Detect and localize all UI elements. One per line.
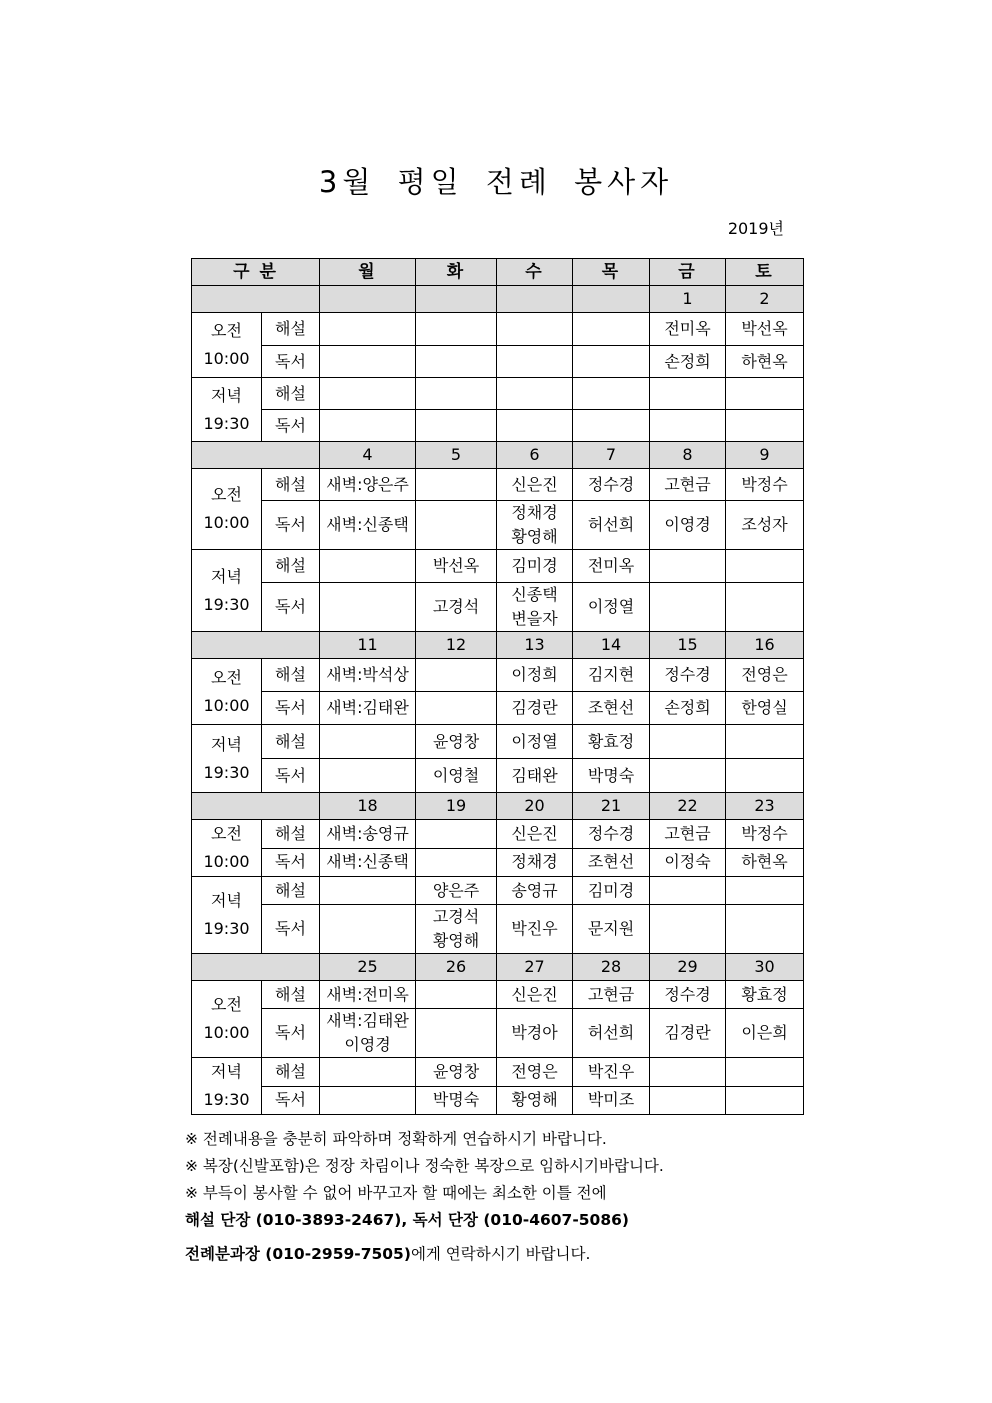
volunteer-thu: 이정열 bbox=[573, 583, 650, 632]
volunteer-thu: 조현선 bbox=[573, 692, 650, 725]
session-time: 10:00 bbox=[203, 852, 250, 871]
year-label: 2019년 bbox=[727, 219, 784, 238]
volunteer-name: 고경석 bbox=[432, 907, 480, 926]
volunteer-mon bbox=[320, 725, 416, 759]
volunteer-thu: 황효정 bbox=[573, 725, 650, 759]
volunteer-wed: 황영해 bbox=[497, 1086, 573, 1115]
role-label-dokseo: 독서 bbox=[262, 1009, 320, 1058]
volunteer-sat: 박정수 bbox=[726, 820, 804, 849]
date-wed: 13 bbox=[497, 632, 573, 659]
date-row-label bbox=[192, 286, 320, 313]
date-row-label bbox=[192, 632, 320, 659]
volunteer-wed: 신은진 bbox=[497, 469, 573, 501]
volunteer-mon bbox=[320, 905, 416, 954]
session-name: 오전 bbox=[211, 824, 242, 843]
morning-haeseol-row bbox=[192, 659, 804, 692]
session-name: 저녁 bbox=[211, 385, 242, 405]
evening-haeseol-row bbox=[192, 378, 804, 410]
date-row-label bbox=[192, 793, 320, 820]
volunteer-thu: 전미옥 bbox=[573, 550, 650, 583]
evening-dokseo-row bbox=[192, 1086, 804, 1115]
volunteer-tue: 양은주 bbox=[416, 877, 497, 905]
volunteer-fri bbox=[650, 1086, 726, 1115]
note-swap: ※ 부득이 봉사할 수 없어 바꾸고자 할 때에는 최소한 이틀 전에 bbox=[185, 1184, 607, 1202]
volunteer-thu bbox=[573, 346, 650, 378]
volunteer-thu: 고현금 bbox=[573, 981, 650, 1009]
morning-session-label bbox=[192, 469, 262, 550]
role-label-haeseol: 해설 bbox=[262, 725, 320, 759]
evening-session-label bbox=[192, 378, 262, 442]
session-time: 19:30 bbox=[203, 594, 250, 614]
date-thu: 14 bbox=[573, 632, 650, 659]
date-tue: 26 bbox=[416, 954, 497, 981]
volunteer-fri: 손정희 bbox=[650, 692, 726, 725]
date-tue: 5 bbox=[416, 442, 497, 469]
evening-dokseo-row bbox=[192, 410, 804, 442]
note-dress-code: ※ 복장(신발포함)은 정장 차림이나 정숙한 복장으로 임하시기바랍니다. bbox=[185, 1157, 664, 1175]
volunteer-mon bbox=[320, 378, 416, 410]
morning-session-label bbox=[192, 981, 262, 1058]
morning-dokseo-row bbox=[192, 346, 804, 378]
morning-dokseo-row bbox=[192, 692, 804, 725]
note-contact-chair bbox=[185, 1241, 825, 1268]
volunteer-fri: 이영경 bbox=[650, 501, 726, 550]
date-wed: 27 bbox=[497, 954, 573, 981]
session-time: 19:30 bbox=[203, 1090, 250, 1109]
volunteer-fri: 이정숙 bbox=[650, 848, 726, 877]
morning-dokseo-row bbox=[192, 501, 804, 550]
volunteer-fri: 고현금 bbox=[650, 820, 726, 849]
session-time: 19:30 bbox=[203, 762, 250, 782]
volunteer-wed bbox=[497, 410, 573, 442]
volunteer-mon bbox=[320, 346, 416, 378]
date-thu: 21 bbox=[573, 793, 650, 820]
session-name: 오전 bbox=[211, 485, 242, 504]
volunteer-name: 새벽:김태완 bbox=[326, 1011, 409, 1030]
volunteer-tue bbox=[416, 346, 497, 378]
volunteer-wed bbox=[497, 313, 573, 346]
volunteer-fri bbox=[650, 877, 726, 905]
volunteer-tue: 윤영창 bbox=[416, 1058, 497, 1087]
header-tue: 화 bbox=[416, 259, 497, 286]
session-name: 저녁 bbox=[211, 1062, 242, 1081]
role-label-haeseol: 해설 bbox=[262, 550, 320, 583]
volunteer-name: 신종택 bbox=[511, 585, 558, 604]
volunteer-thu: 정수경 bbox=[573, 820, 650, 849]
note-practice: ※ 전례내용을 충분히 파악하며 정확하게 연습하시기 바랍니다. bbox=[185, 1130, 607, 1148]
volunteer-sat: 하현옥 bbox=[726, 848, 804, 877]
role-label-haeseol: 해설 bbox=[262, 820, 320, 849]
volunteer-mon: 새벽:양은주 bbox=[320, 469, 416, 501]
date-row bbox=[192, 286, 804, 313]
session-name: 저녁 bbox=[211, 566, 242, 586]
session-time: 10:00 bbox=[203, 513, 250, 532]
header-row bbox=[192, 259, 804, 286]
volunteer-mon bbox=[320, 583, 416, 632]
morning-session-label bbox=[192, 820, 262, 877]
volunteer-tue bbox=[416, 1009, 497, 1058]
volunteer-tue bbox=[416, 659, 497, 692]
volunteer-wed: 송영규 bbox=[497, 877, 573, 905]
volunteer-sat bbox=[726, 1086, 804, 1115]
volunteer-wed: 김태완 bbox=[497, 759, 573, 793]
volunteer-fri bbox=[650, 1058, 726, 1087]
session-time: 19:30 bbox=[203, 919, 250, 938]
volunteer-fri bbox=[650, 725, 726, 759]
role-label-dokseo: 독서 bbox=[262, 692, 320, 725]
date-fri: 1 bbox=[650, 286, 726, 313]
volunteer-sat bbox=[726, 583, 804, 632]
date-mon: 18 bbox=[320, 793, 416, 820]
volunteer-mon: 새벽:송영규 bbox=[320, 820, 416, 849]
volunteer-mon: 새벽:전미옥 bbox=[320, 981, 416, 1009]
notes bbox=[185, 1126, 825, 1268]
volunteer-tue bbox=[416, 692, 497, 725]
volunteer-sat: 조성자 bbox=[726, 501, 804, 550]
role-label-haeseol: 해설 bbox=[262, 469, 320, 501]
volunteer-wed: 정채경 bbox=[497, 848, 573, 877]
volunteer-sat: 박선옥 bbox=[726, 313, 804, 346]
date-thu: 28 bbox=[573, 954, 650, 981]
evening-haeseol-row bbox=[192, 877, 804, 905]
volunteer-thu: 조현선 bbox=[573, 848, 650, 877]
volunteer-sat: 전영은 bbox=[726, 659, 804, 692]
volunteer-fri: 전미옥 bbox=[650, 313, 726, 346]
date-mon: 25 bbox=[320, 954, 416, 981]
volunteer-sat: 박정수 bbox=[726, 469, 804, 501]
session-time: 10:00 bbox=[203, 695, 250, 715]
morning-haeseol-row bbox=[192, 313, 804, 346]
header-thu: 목 bbox=[573, 259, 650, 286]
volunteer-mon bbox=[320, 1058, 416, 1087]
morning-dokseo-row bbox=[192, 1009, 804, 1058]
date-fri: 29 bbox=[650, 954, 726, 981]
volunteer-thu: 문지원 bbox=[573, 905, 650, 954]
volunteer-wed: 전영은 bbox=[497, 1058, 573, 1087]
volunteer-wed: 박진우 bbox=[497, 905, 573, 954]
volunteer-tue: 이영철 bbox=[416, 759, 497, 793]
volunteer-sat bbox=[726, 378, 804, 410]
evening-haeseol-row bbox=[192, 725, 804, 759]
volunteer-thu: 허선희 bbox=[573, 1009, 650, 1058]
volunteer-tue bbox=[416, 313, 497, 346]
date-thu bbox=[573, 286, 650, 313]
volunteer-tue bbox=[416, 820, 497, 849]
volunteer-wed: 신은진 bbox=[497, 981, 573, 1009]
volunteer-fri bbox=[650, 759, 726, 793]
volunteer-fri bbox=[650, 583, 726, 632]
evening-session-label bbox=[192, 877, 262, 954]
date-mon: 11 bbox=[320, 632, 416, 659]
date-row-label bbox=[192, 442, 320, 469]
volunteer-name: 황영해 bbox=[511, 527, 558, 546]
volunteer-mon bbox=[320, 313, 416, 346]
evening-haeseol-row bbox=[192, 1058, 804, 1087]
session-name: 저녁 bbox=[211, 891, 242, 910]
volunteer-wed: 이정희 bbox=[497, 659, 573, 692]
volunteer-thu: 김지현 bbox=[573, 659, 650, 692]
volunteer-wed bbox=[497, 346, 573, 378]
volunteer-wed bbox=[497, 583, 573, 632]
volunteer-thu bbox=[573, 410, 650, 442]
date-sat: 30 bbox=[726, 954, 804, 981]
header-fri: 금 bbox=[650, 259, 726, 286]
volunteer-fri: 정수경 bbox=[650, 659, 726, 692]
role-label-dokseo: 독서 bbox=[262, 583, 320, 632]
volunteer-mon: 새벽:김태완 bbox=[320, 692, 416, 725]
session-name: 오전 bbox=[211, 321, 242, 340]
volunteer-fri bbox=[650, 905, 726, 954]
chair-contact: 전례분과장 (010-2959-7505) bbox=[185, 1245, 411, 1263]
volunteer-mon bbox=[320, 1086, 416, 1115]
volunteer-wed bbox=[497, 501, 573, 550]
schedule-table bbox=[191, 258, 804, 1115]
volunteer-fri: 김경란 bbox=[650, 1009, 726, 1058]
session-name: 오전 bbox=[211, 667, 242, 687]
volunteer-thu: 정수경 bbox=[573, 469, 650, 501]
volunteer-fri: 고현금 bbox=[650, 469, 726, 501]
evening-session-label bbox=[192, 550, 262, 632]
volunteer-sat bbox=[726, 725, 804, 759]
volunteer-sat: 이은희 bbox=[726, 1009, 804, 1058]
volunteer-name: 정채경 bbox=[511, 503, 558, 522]
morning-haeseol-row bbox=[192, 981, 804, 1009]
volunteer-mon bbox=[320, 550, 416, 583]
volunteer-tue bbox=[416, 469, 497, 501]
volunteer-tue: 고경석 bbox=[416, 583, 497, 632]
date-tue: 12 bbox=[416, 632, 497, 659]
header-sat: 토 bbox=[726, 259, 804, 286]
evening-session-label bbox=[192, 1058, 262, 1115]
volunteer-thu bbox=[573, 313, 650, 346]
date-wed: 6 bbox=[497, 442, 573, 469]
evening-dokseo-row bbox=[192, 583, 804, 632]
volunteer-tue: 윤영창 bbox=[416, 725, 497, 759]
role-label-haeseol: 해설 bbox=[262, 981, 320, 1009]
session-time: 19:30 bbox=[203, 413, 250, 433]
date-wed bbox=[497, 286, 573, 313]
date-mon: 4 bbox=[320, 442, 416, 469]
session-time: 10:00 bbox=[203, 349, 250, 368]
morning-session-label bbox=[192, 313, 262, 378]
date-row bbox=[192, 632, 804, 659]
volunteer-mon bbox=[320, 1009, 416, 1058]
date-tue bbox=[416, 286, 497, 313]
role-label-dokseo: 독서 bbox=[262, 346, 320, 378]
morning-session-label bbox=[192, 659, 262, 725]
role-label-dokseo: 독서 bbox=[262, 410, 320, 442]
date-row bbox=[192, 442, 804, 469]
volunteer-tue bbox=[416, 905, 497, 954]
volunteer-name: 변을자 bbox=[511, 609, 558, 628]
role-label-haeseol: 해설 bbox=[262, 659, 320, 692]
volunteer-thu: 박진우 bbox=[573, 1058, 650, 1087]
volunteer-name: 황영해 bbox=[432, 931, 480, 950]
date-sat: 16 bbox=[726, 632, 804, 659]
volunteer-tue: 박명숙 bbox=[416, 1086, 497, 1115]
date-fri: 8 bbox=[650, 442, 726, 469]
evening-dokseo-row bbox=[192, 759, 804, 793]
volunteer-fri: 정수경 bbox=[650, 981, 726, 1009]
role-label-haeseol: 해설 bbox=[262, 378, 320, 410]
date-fri: 15 bbox=[650, 632, 726, 659]
volunteer-wed: 신은진 bbox=[497, 820, 573, 849]
role-label-haeseol: 해설 bbox=[262, 877, 320, 905]
morning-haeseol-row bbox=[192, 820, 804, 849]
volunteer-wed: 김경란 bbox=[497, 692, 573, 725]
evening-session-label bbox=[192, 725, 262, 793]
date-thu: 7 bbox=[573, 442, 650, 469]
role-label-dokseo: 독서 bbox=[262, 1086, 320, 1115]
header-category: 구 분 bbox=[192, 259, 320, 286]
role-label-dokseo: 독서 bbox=[262, 501, 320, 550]
volunteer-tue bbox=[416, 378, 497, 410]
date-sat: 9 bbox=[726, 442, 804, 469]
volunteer-tue bbox=[416, 981, 497, 1009]
volunteer-tue bbox=[416, 410, 497, 442]
session-name: 저녁 bbox=[211, 734, 242, 754]
volunteer-mon: 새벽:신종택 bbox=[320, 501, 416, 550]
volunteer-thu bbox=[573, 378, 650, 410]
volunteer-thu: 박명숙 bbox=[573, 759, 650, 793]
volunteer-fri: 손정희 bbox=[650, 346, 726, 378]
volunteer-tue: 박선옥 bbox=[416, 550, 497, 583]
role-label-dokseo: 독서 bbox=[262, 759, 320, 793]
volunteer-mon bbox=[320, 759, 416, 793]
morning-haeseol-row bbox=[192, 469, 804, 501]
note-contact-leaders: 해설 단장 (010-3893-2467), 독서 단장 (010-4607-5086) bbox=[185, 1211, 629, 1229]
evening-haeseol-row bbox=[192, 550, 804, 583]
volunteer-tue bbox=[416, 501, 497, 550]
volunteer-sat bbox=[726, 905, 804, 954]
date-wed: 20 bbox=[497, 793, 573, 820]
evening-dokseo-row bbox=[192, 905, 804, 954]
volunteer-thu: 허선희 bbox=[573, 501, 650, 550]
date-row bbox=[192, 793, 804, 820]
volunteer-sat: 한영실 bbox=[726, 692, 804, 725]
contact-instruction: 에게 연락하시기 바랍니다. bbox=[410, 1245, 591, 1263]
volunteer-mon bbox=[320, 877, 416, 905]
date-fri: 22 bbox=[650, 793, 726, 820]
date-sat: 23 bbox=[726, 793, 804, 820]
volunteer-sat bbox=[726, 1058, 804, 1087]
date-sat: 2 bbox=[726, 286, 804, 313]
volunteer-tue bbox=[416, 848, 497, 877]
volunteer-name: 이영경 bbox=[344, 1035, 391, 1054]
volunteer-wed bbox=[497, 378, 573, 410]
volunteer-sat bbox=[726, 759, 804, 793]
volunteer-sat: 하현옥 bbox=[726, 346, 804, 378]
session-name: 오전 bbox=[211, 995, 242, 1014]
date-tue: 19 bbox=[416, 793, 497, 820]
header-wed: 수 bbox=[497, 259, 573, 286]
date-row-label bbox=[192, 954, 320, 981]
volunteer-sat bbox=[726, 877, 804, 905]
session-time: 10:00 bbox=[203, 1023, 250, 1042]
volunteer-wed: 김미경 bbox=[497, 550, 573, 583]
role-label-dokseo: 독서 bbox=[262, 848, 320, 877]
volunteer-thu: 박미조 bbox=[573, 1086, 650, 1115]
volunteer-sat: 황효정 bbox=[726, 981, 804, 1009]
volunteer-thu: 김미경 bbox=[573, 877, 650, 905]
volunteer-wed: 이정열 bbox=[497, 725, 573, 759]
page-title: 3월 평일 전례 봉사자 bbox=[318, 165, 674, 199]
volunteer-sat bbox=[726, 410, 804, 442]
role-label-dokseo: 독서 bbox=[262, 905, 320, 954]
date-row bbox=[192, 954, 804, 981]
volunteer-fri bbox=[650, 378, 726, 410]
volunteer-wed: 박경아 bbox=[497, 1009, 573, 1058]
volunteer-fri bbox=[650, 550, 726, 583]
volunteer-mon: 새벽:박석상 bbox=[320, 659, 416, 692]
header-mon: 월 bbox=[320, 259, 416, 286]
volunteer-fri bbox=[650, 410, 726, 442]
role-label-haeseol: 해설 bbox=[262, 313, 320, 346]
volunteer-mon bbox=[320, 410, 416, 442]
role-label-haeseol: 해설 bbox=[262, 1058, 320, 1087]
volunteer-mon: 새벽:신종택 bbox=[320, 848, 416, 877]
date-mon bbox=[320, 286, 416, 313]
morning-dokseo-row bbox=[192, 848, 804, 877]
volunteer-sat bbox=[726, 550, 804, 583]
